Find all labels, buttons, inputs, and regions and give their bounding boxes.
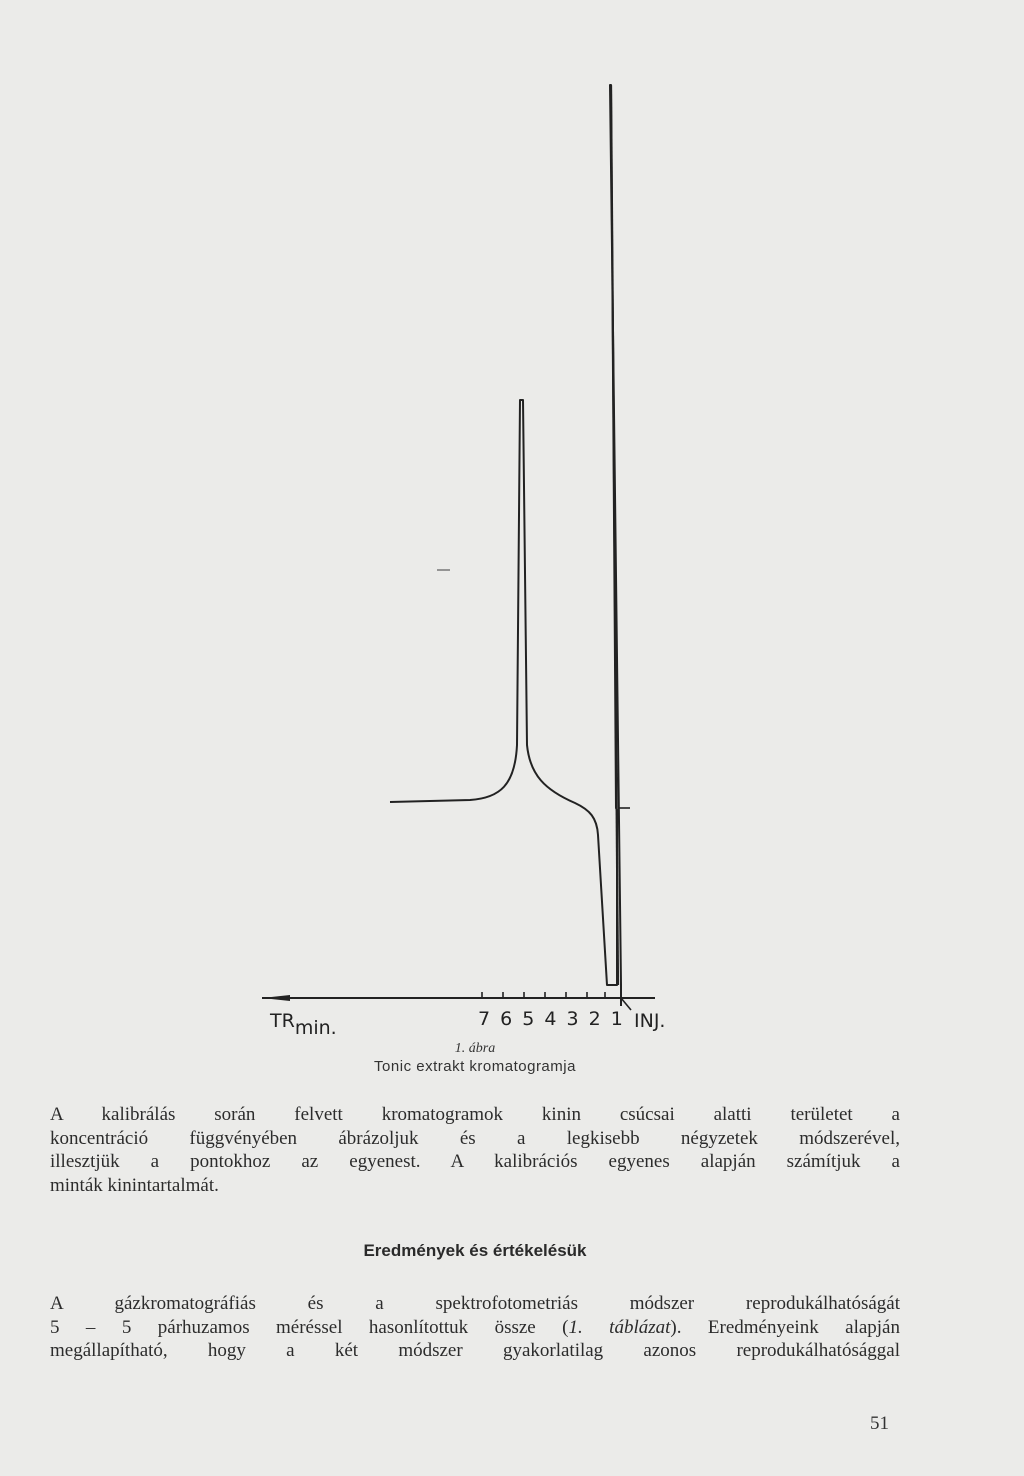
table-reference: 1. táblázat (568, 1316, 671, 1338)
axis-label-main: TR (270, 1010, 295, 1032)
chromatogram-trace (390, 85, 621, 1006)
figure-number: 1. ábra (454, 1041, 496, 1056)
solvent-peak-line (611, 85, 618, 985)
axis-arrow (262, 995, 290, 1001)
paragraph-line: A kalibrálás során felvett kromatogramok kinin csúcsai alatti területet a (50, 1104, 900, 1125)
paragraph-line (50, 1316, 900, 1340)
page-number: 51 (870, 1413, 889, 1434)
figure-caption: Tonic extrakt kromatogramja (374, 1058, 576, 1075)
section-heading: Eredmények és értékelésük (363, 1241, 587, 1260)
tick-labels: 7 6 5 4 3 2 1 (478, 1008, 625, 1030)
paragraph-calibration (50, 1103, 900, 1197)
injection-label: INJ. (634, 1010, 666, 1032)
paragraph-line: minták kinintartalmát. (50, 1174, 219, 1196)
line-text: ). Eredményeink alapján (670, 1316, 900, 1338)
paragraph-line: megállapítható, hogy a két módszer gyakorlatilag azonos reprodukálhatósággal (50, 1340, 900, 1361)
paragraph-line: illesztjük a pontokhoz az egyenest. A kalibrációs egyenes alapján számítjuk a (50, 1151, 900, 1172)
line-text: 5 – 5 párhuzamos méréssel hasonlítottuk össze ( (50, 1316, 569, 1338)
retention-time-axis-label (270, 1010, 337, 1039)
paragraph-line: A gázkromatográfiás és a spektrofotometriás módszer reprodukálhatóságát (50, 1293, 900, 1314)
paragraph-results (50, 1292, 900, 1363)
axis-label-subscript: min. (294, 1017, 337, 1039)
paragraph-line: koncentráció függvényében ábrázoljuk és a legkisebb négyzetek módszerével, (50, 1127, 900, 1149)
